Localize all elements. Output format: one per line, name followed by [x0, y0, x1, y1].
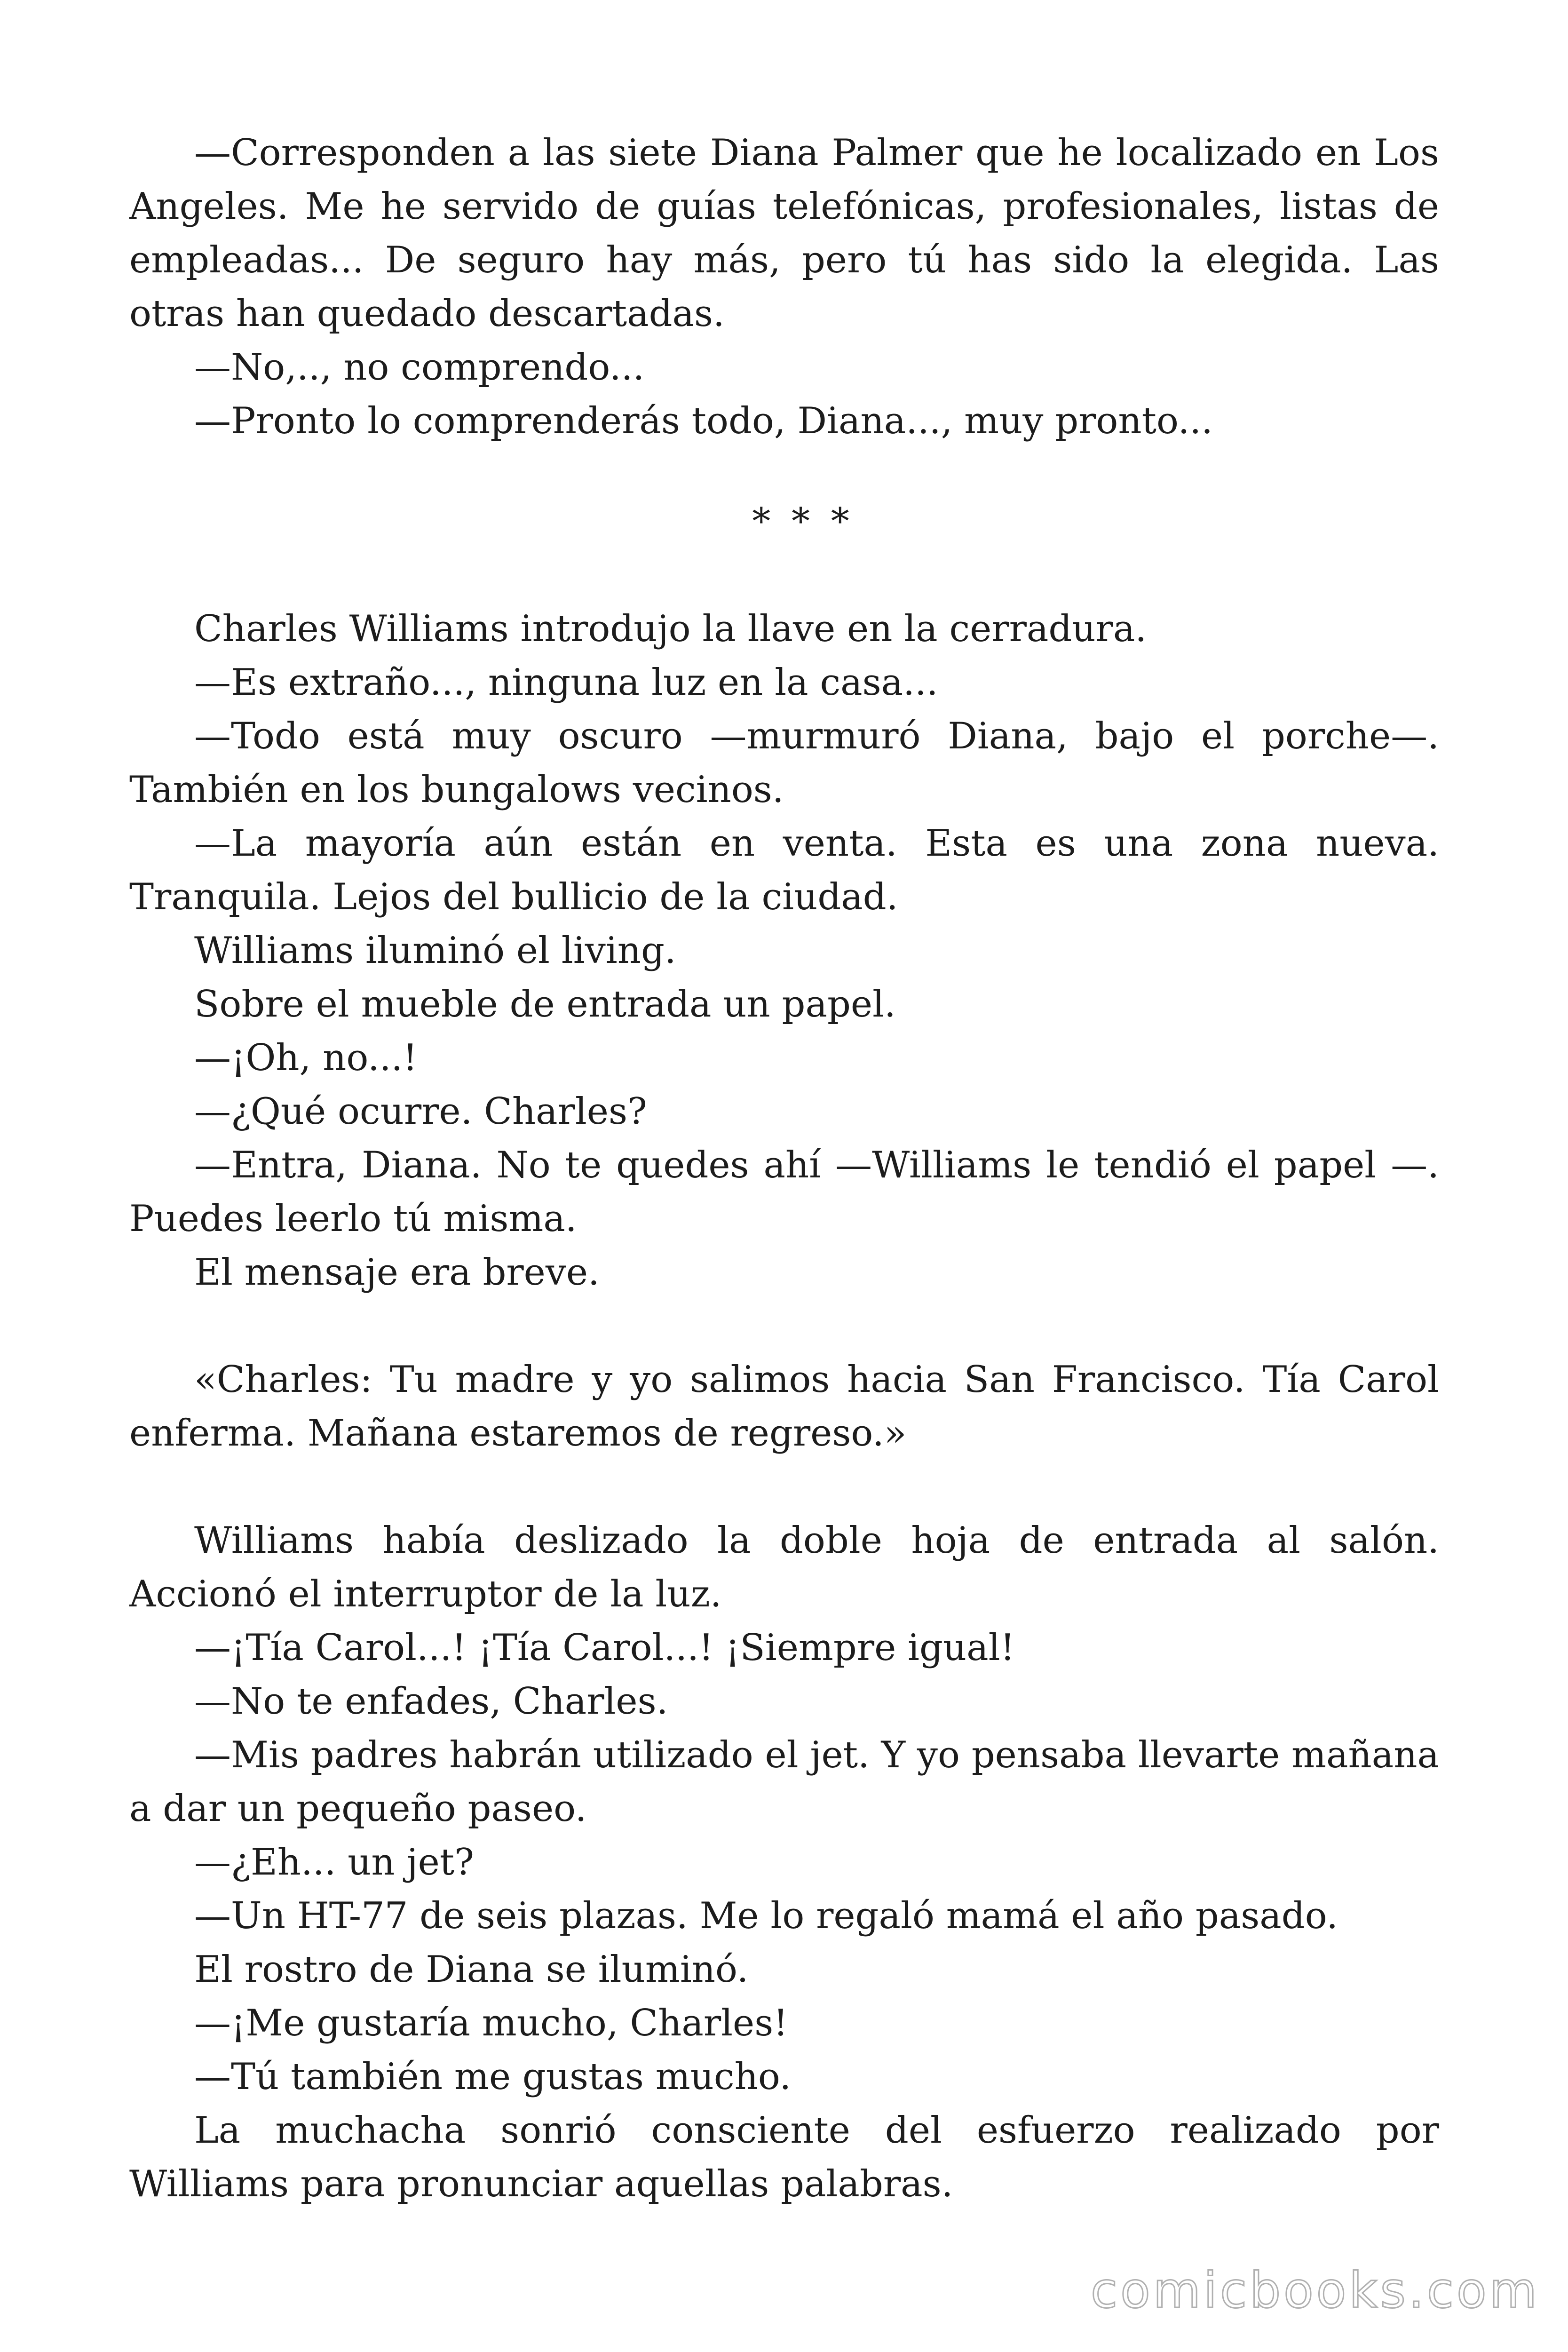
paragraph: —Es extraño..., ninguna luz en la casa...: [194, 661, 938, 704]
paragraph: —Todo está muy oscuro —murmuró Diana, bajo el porche—. También en los bungalows vecinos.: [129, 715, 1439, 811]
spacer: [129, 1460, 1439, 1514]
paragraph: —¡Oh, no...!: [194, 1037, 418, 1079]
paragraph: El rostro de Diana se iluminó.: [194, 1948, 749, 1991]
spacer: [129, 548, 1439, 602]
paragraph: Sobre el mueble de entrada un papel.: [194, 983, 896, 1025]
spacer: [129, 1299, 1439, 1353]
paragraph: —Pronto lo comprenderás todo, Diana..., muy pronto...: [194, 400, 1213, 442]
paragraph: —Mis padres habrán utilizado el jet. Y yo pensaba llevarte mañana a dar un pequeño paseo.: [129, 1734, 1439, 1830]
paragraph: —Entra, Diana. No te quedes ahí —Williams le tendió el papel —. Puedes leerlo tú misma.: [129, 1144, 1439, 1240]
paragraph: Williams iluminó el living.: [194, 930, 676, 972]
paragraph: —¡Me gustaría mucho, Charles!: [194, 2002, 788, 2044]
paragraph: La muchacha sonrió consciente del esfuerzo realizado por Williams para pronunciar aquellas palabras.: [129, 2109, 1439, 2205]
paragraph: —¡Tía Carol...! ¡Tía Carol...! ¡Siempre igual!: [194, 1627, 1015, 1669]
paragraph: —Corresponden a las siete Diana Palmer que he localizado en Los Angeles. Me he servido de guías telefónicas, profesionales, listas de empleadas... De seguro hay más, pero tú has sido la elegida. Las otras han quedado descartadas.: [129, 132, 1439, 335]
paragraph: Williams había deslizado la doble hoja de entrada al salón. Accionó el interruptor de la luz.: [129, 1519, 1439, 1615]
spacer: [129, 448, 1439, 495]
paragraph: —No te enfades, Charles.: [194, 1680, 668, 1723]
paragraph: —No,.., no comprendo...: [194, 346, 645, 389]
paragraph: —¿Qué ocurre. Charles?: [194, 1090, 647, 1133]
paragraph: El mensaje era breve.: [194, 1251, 600, 1294]
scene-separator: * * *: [752, 501, 854, 543]
paragraph: Charles Williams introdujo la llave en la cerradura.: [194, 608, 1147, 650]
paragraph: —¿Eh... un jet?: [194, 1841, 474, 1883]
paragraph: —Tú también me gustas mucho.: [194, 2056, 792, 2098]
paragraph: —La mayoría aún están en venta. Esta es una zona nueva. Tranquila. Lejos del bullicio de la ciudad.: [129, 822, 1439, 918]
body-text: [129, 126, 1439, 2211]
paragraph: —Un HT-77 de seis plazas. Me lo regaló mamá el año pasado.: [194, 1895, 1338, 1937]
watermark: comicbooks.com: [1090, 2262, 1540, 2319]
quoted-message: «Charles: Tu madre y yo salimos hacia San Francisco. Tía Carol enferma. Mañana estaremos de regreso.»: [129, 1359, 1439, 1454]
